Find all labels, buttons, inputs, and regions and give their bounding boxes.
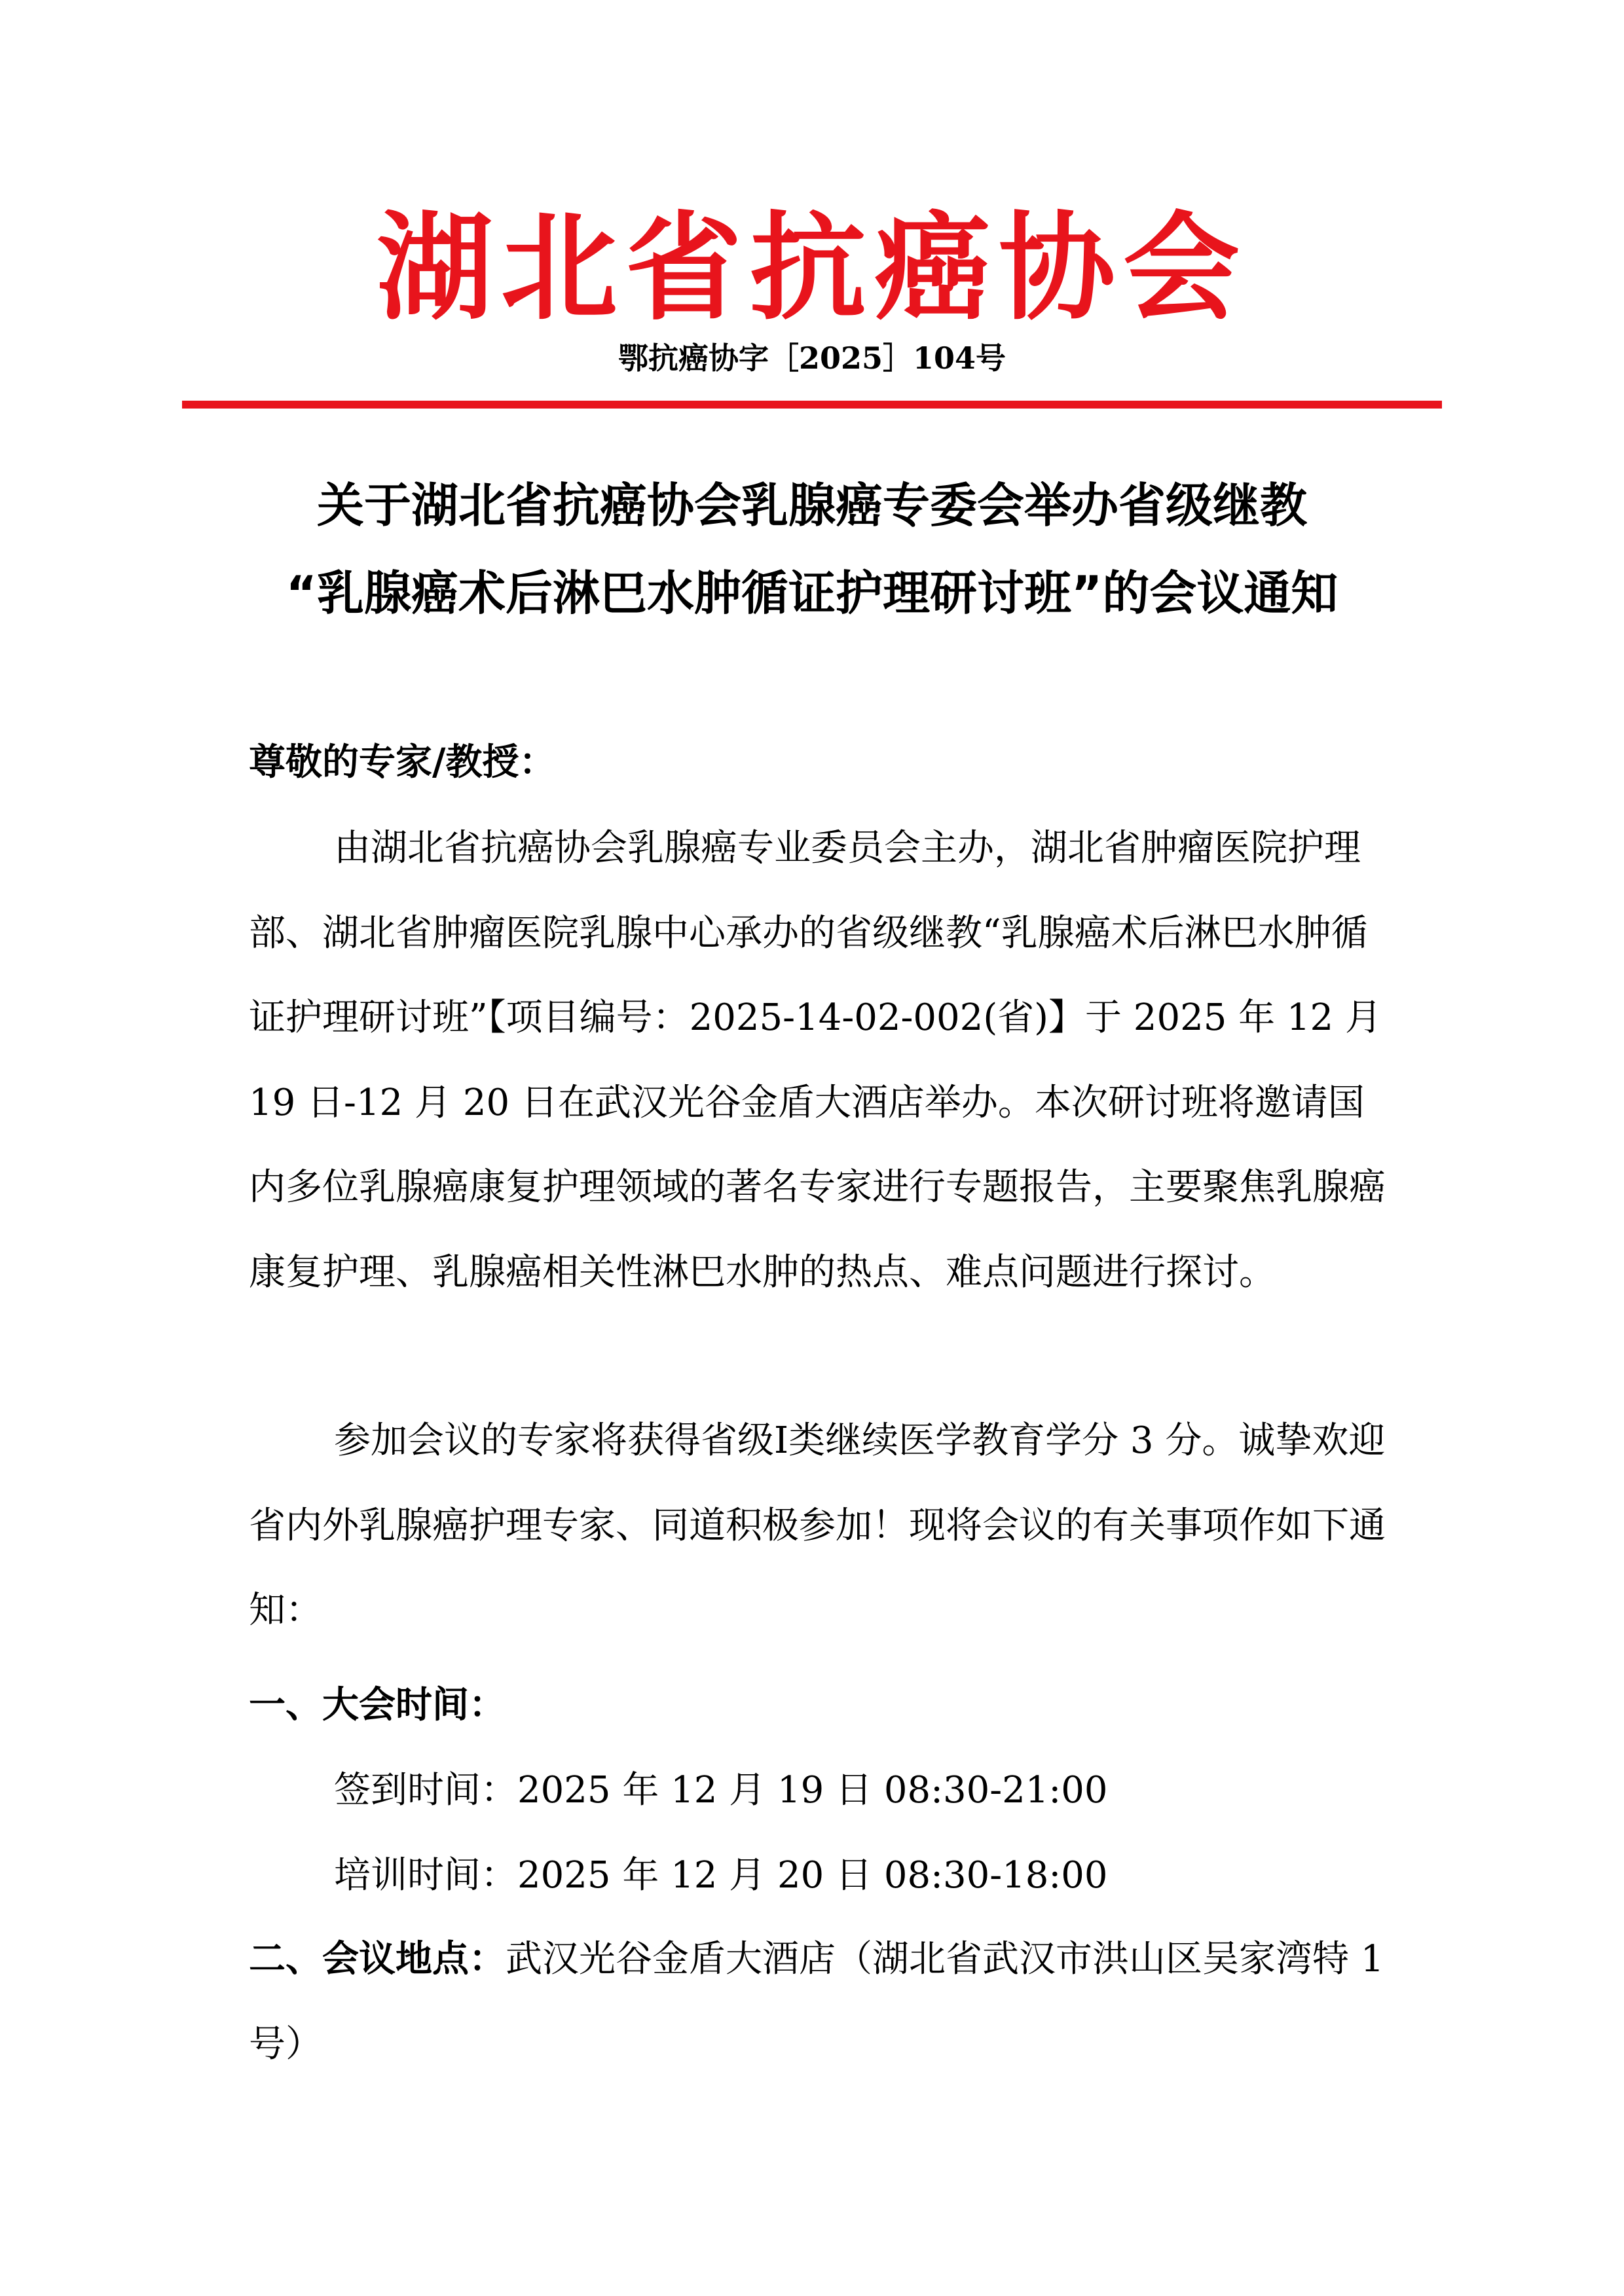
document-number: 鄂抗癌协字［2025］104号 xyxy=(618,340,1006,376)
salutation: 尊敬的专家/教授： xyxy=(249,741,556,784)
credit-paragraph: 参加会议的专家将获得省级Ⅰ类继续医学教育学分 3 分。诚挚欢迎省内外乳腺癌护理专家、同道积极参加！现将会议的有关事项作如下通知： xyxy=(249,1419,1386,1631)
intro-paragraph: 由湖北省抗癌协会乳腺癌专业委员会主办，湖北省肿瘤医院护理部、湖北省肿瘤医院乳腺中心承办的省级继教“乳腺癌术后淋巴水肿循证护理研讨班”【项目编号：2025-14-02-002(省)】于 2025 年 12 月 19 日-12 月 20 日在武汉光谷金盾大酒店举办。本次研讨班将邀请国内多位乳腺癌康复护理领域的著名专家进行专题报告，主要聚焦乳腺癌康复护理、乳腺癌相关性淋巴水肿的热点、难点问题进行探讨。 xyxy=(249,827,1386,1294)
organization-title: 湖北省抗癌协会 xyxy=(377,200,1247,336)
training-time: 培训时间：2025 年 12 月 20 日 08:30-18:00 xyxy=(334,1854,1108,1897)
section-2-heading: 二、会议地点： xyxy=(249,1938,506,1980)
notice-title-line-1: 关于湖北省抗癌协会乳腺癌专委会举办省级继教 xyxy=(316,478,1307,533)
section-2-venue xyxy=(249,1917,1388,2086)
venue-text: 武汉光谷金盾大酒店（湖北省武汉市洪山区吴家湾特 1 号） xyxy=(249,1938,1384,2066)
red-divider-line xyxy=(182,401,1442,409)
notice-title-line-2: “乳腺癌术后淋巴水肿循证护理研讨班”的会议通知 xyxy=(286,566,1338,621)
section-1-heading: 一、大会时间： xyxy=(249,1684,506,1726)
signin-time: 签到时间：2025 年 12 月 19 日 08:30-21:00 xyxy=(334,1769,1108,1812)
